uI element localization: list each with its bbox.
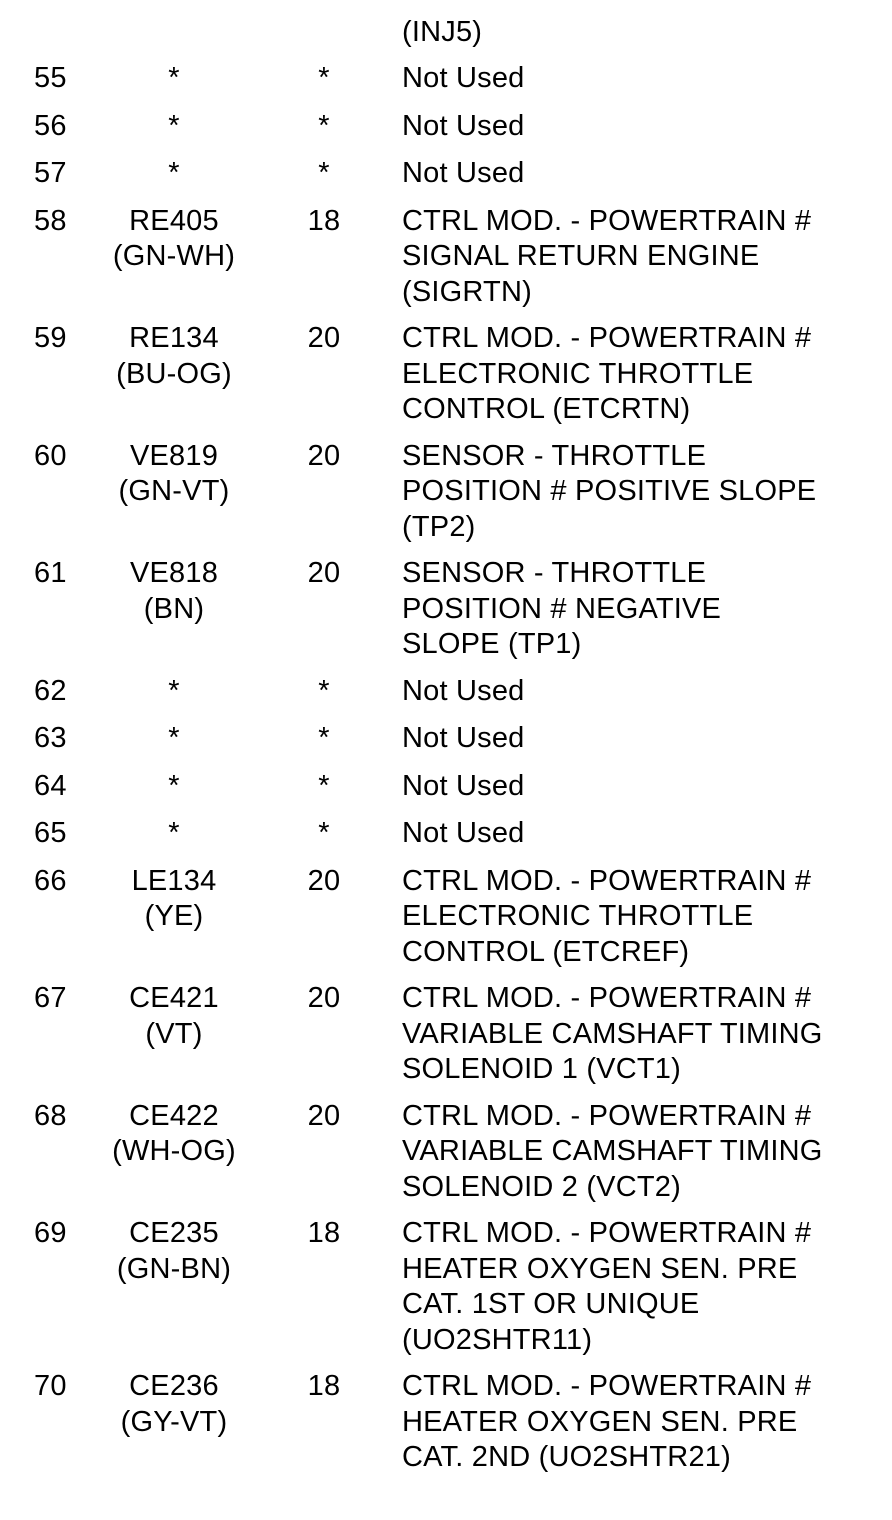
- circuit-description: [402, 981, 882, 1088]
- table-row: [0, 1099, 892, 1206]
- circuit-cell: [90, 204, 258, 275]
- circuit-description: [402, 439, 882, 546]
- wire-gauge: *: [318, 769, 330, 802]
- description-line: Not Used: [402, 62, 525, 94]
- wire-color: (BU-OG): [116, 357, 232, 390]
- wire-gauge: 20: [307, 439, 341, 472]
- circuit-code: *: [168, 109, 180, 142]
- table-row: [0, 721, 892, 757]
- circuit-cell: [90, 109, 258, 145]
- circuit-cell: [90, 674, 258, 710]
- circuit-cell: [90, 769, 258, 805]
- description-line: SLOPE (TP1): [402, 628, 582, 660]
- pin-number: 60: [34, 439, 67, 472]
- description-line: Not Used: [402, 157, 525, 189]
- description-line: VARIABLE CAMSHAFT TIMING: [402, 1135, 823, 1167]
- circuit-description: [402, 556, 882, 663]
- circuit-code: *: [168, 674, 180, 707]
- pin-number: 67: [34, 982, 67, 1014]
- description-line: SENSOR - THROTTLE: [402, 439, 707, 472]
- pin-number: 59: [34, 322, 67, 354]
- circuit-code: VE819: [129, 439, 219, 472]
- description-line: CTRL MOD. - POWERTRAIN #: [402, 322, 812, 354]
- wire-gauge: *: [318, 109, 330, 142]
- pin-number: 63: [34, 722, 67, 754]
- wire-color: (WH-OG): [112, 1135, 236, 1167]
- wire-gauge: 20: [307, 557, 341, 589]
- description-line: SIGNAL RETURN ENGINE: [402, 240, 760, 272]
- wire-gauge: *: [318, 157, 330, 189]
- circuit-description: [402, 204, 882, 311]
- description-line: POSITION # POSITIVE SLOPE: [402, 475, 817, 507]
- wire-color: (BN): [143, 592, 205, 625]
- wire-gauge: *: [318, 62, 330, 94]
- circuit-description: [402, 321, 882, 428]
- circuit-description: [402, 1099, 882, 1206]
- circuit-code: *: [168, 722, 180, 754]
- pin-number: 70: [34, 1370, 67, 1402]
- pinout-table: [0, 61, 892, 1487]
- description-line: SOLENOID 1 (VCT1): [402, 1053, 681, 1085]
- circuit-code: CE422: [129, 1099, 219, 1132]
- table-row: [0, 439, 892, 546]
- wire-gauge: *: [318, 817, 330, 849]
- description-line: (TP2): [402, 510, 476, 543]
- pin-number: 58: [34, 204, 67, 237]
- description-line: VARIABLE CAMSHAFT TIMING: [402, 1017, 823, 1050]
- wire-color: (GN-BN): [116, 1252, 232, 1285]
- table-row: [0, 769, 892, 805]
- wire-color: (VT): [145, 1017, 203, 1050]
- wire-gauge: *: [318, 722, 330, 754]
- table-row: [0, 321, 892, 428]
- circuit-cell: [90, 556, 258, 627]
- circuit-description: [402, 864, 882, 971]
- circuit-code: RE405: [129, 204, 219, 237]
- circuit-code: CE236: [129, 1370, 219, 1402]
- pin-number: 62: [34, 674, 67, 707]
- circuit-description: [402, 674, 882, 710]
- description-line: CTRL MOD. - POWERTRAIN #: [402, 864, 812, 897]
- circuit-code: RE134: [129, 322, 219, 354]
- circuit-cell: [90, 321, 258, 392]
- circuit-code: *: [168, 157, 180, 189]
- description-line: (SIGRTN): [402, 275, 532, 308]
- wire-color: (GY-VT): [120, 1405, 228, 1438]
- circuit-description: [402, 156, 882, 192]
- pin-number: 57: [34, 157, 67, 189]
- circuit-code: *: [168, 62, 180, 94]
- table-row: [0, 556, 892, 663]
- description-line: CONTROL (ETCRTN): [402, 393, 691, 425]
- pin-number: 55: [34, 62, 67, 94]
- description-line: SENSOR - THROTTLE: [402, 557, 707, 589]
- circuit-cell: [90, 439, 258, 510]
- description-line: CONTROL (ETCREF): [402, 935, 690, 968]
- description-line: CAT. 1ST OR UNIQUE: [402, 1288, 700, 1320]
- pin-number: 61: [34, 557, 67, 589]
- pin-number: 64: [34, 769, 67, 802]
- circuit-cell: [90, 1369, 258, 1440]
- circuit-code: *: [168, 817, 180, 849]
- wire-gauge: *: [318, 674, 330, 707]
- description-line: SOLENOID 2 (VCT2): [402, 1170, 681, 1203]
- description-line: CTRL MOD. - POWERTRAIN #: [402, 982, 812, 1014]
- circuit-description: [402, 769, 882, 805]
- description-line: CAT. 2ND (UO2SHTR21): [402, 1441, 731, 1473]
- circuit-code: CE235: [129, 1217, 219, 1249]
- table-row: [0, 204, 892, 311]
- wire-gauge: 20: [307, 982, 341, 1014]
- wire-color: (GN-WH): [112, 240, 236, 272]
- circuit-description: [402, 816, 882, 852]
- pin-number: 65: [34, 817, 67, 849]
- circuit-cell: [90, 1216, 258, 1287]
- description-line: Not Used: [402, 674, 525, 707]
- table-row: [0, 674, 892, 710]
- wire-gauge: 20: [307, 322, 341, 354]
- table-row: [0, 156, 892, 192]
- description-line: CTRL MOD. - POWERTRAIN #: [402, 1370, 812, 1402]
- table-row: [0, 981, 892, 1088]
- circuit-code: CE421: [129, 982, 219, 1014]
- description-line: Not Used: [402, 817, 525, 849]
- description-line: ELECTRONIC THROTTLE: [402, 900, 754, 932]
- pin-number: 66: [34, 864, 67, 897]
- description-line: (UO2SHTR11): [402, 1323, 593, 1356]
- description-line: POSITION # NEGATIVE: [402, 592, 722, 625]
- description-line: CTRL MOD. - POWERTRAIN #: [402, 204, 812, 237]
- circuit-cell: [90, 816, 258, 852]
- wire-gauge: 18: [307, 204, 341, 237]
- circuit-cell: [90, 156, 258, 192]
- description-line: Not Used: [402, 722, 525, 754]
- circuit-cell: [90, 61, 258, 97]
- description-line: HEATER OXYGEN SEN. PRE: [402, 1252, 798, 1285]
- table-row: [0, 816, 892, 852]
- description-line: Not Used: [402, 109, 525, 142]
- circuit-cell: [90, 864, 258, 935]
- pin-number: 69: [34, 1217, 67, 1249]
- description-line: Not Used: [402, 769, 525, 802]
- description-line: ELECTRONIC THROTTLE: [402, 357, 754, 390]
- table-row: [0, 109, 892, 145]
- table-row: [0, 61, 892, 97]
- circuit-code: VE818: [129, 557, 219, 589]
- circuit-description: [402, 1216, 882, 1358]
- wire-gauge: 20: [307, 1099, 341, 1132]
- wire-color: (YE): [144, 900, 204, 932]
- description-line: CTRL MOD. - POWERTRAIN #: [402, 1099, 812, 1132]
- pin-number: 68: [34, 1099, 67, 1132]
- circuit-description: [402, 1369, 882, 1476]
- wire-gauge: 18: [307, 1217, 341, 1249]
- circuit-code: *: [168, 769, 180, 802]
- continued-description-text: (INJ5): [402, 16, 483, 48]
- circuit-code: LE134: [131, 864, 217, 897]
- description-line: HEATER OXYGEN SEN. PRE: [402, 1405, 798, 1438]
- circuit-cell: [90, 981, 258, 1052]
- description-line: CTRL MOD. - POWERTRAIN #: [402, 1217, 812, 1249]
- circuit-description: [402, 61, 882, 97]
- table-row: [0, 1216, 892, 1358]
- wire-color: (GN-VT): [118, 475, 230, 507]
- wire-gauge: 20: [307, 864, 341, 897]
- wire-gauge: 18: [307, 1370, 341, 1402]
- circuit-cell: [90, 1099, 258, 1170]
- pin-number: 56: [34, 109, 67, 142]
- circuit-cell: [90, 721, 258, 757]
- circuit-description: [402, 109, 882, 145]
- circuit-description: [402, 721, 882, 757]
- table-row: [0, 1369, 892, 1476]
- table-row: [0, 864, 892, 971]
